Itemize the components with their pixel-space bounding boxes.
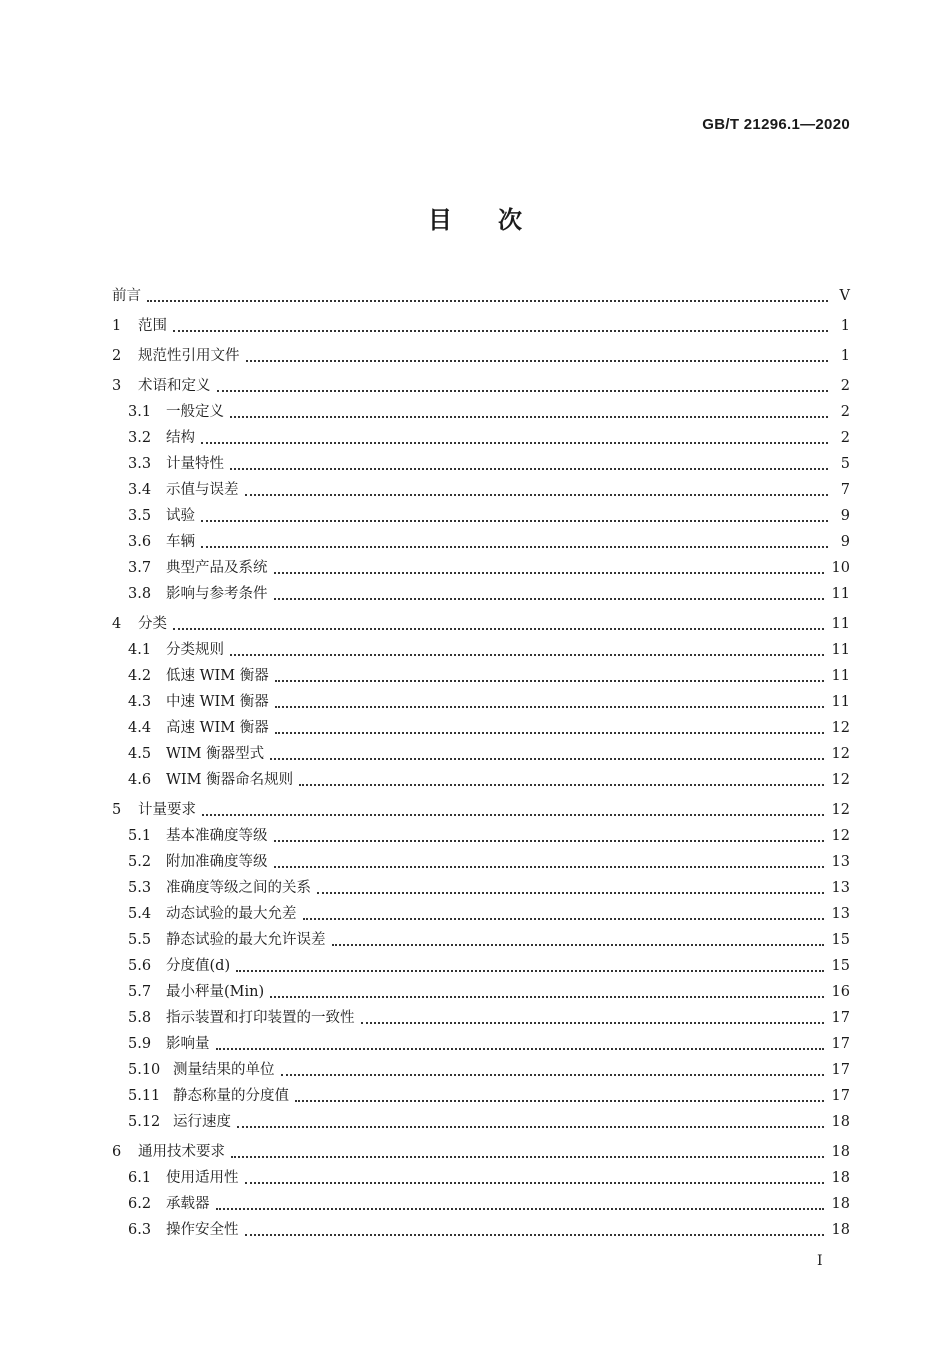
toc-entry-number: 3: [112, 377, 122, 394]
toc-entry-number: 5: [112, 801, 122, 818]
toc-entry-page: 12: [831, 801, 850, 818]
dot-leader: [295, 1085, 824, 1102]
dot-leader: [201, 505, 828, 522]
toc-entry-page: 11: [831, 585, 850, 602]
toc-entry-title: 一般定义: [166, 403, 224, 420]
toc-entry[interactable]: [112, 313, 850, 339]
toc-entry[interactable]: [112, 425, 850, 451]
toc-entry-number: 5.12: [128, 1113, 161, 1130]
toc-entry-title: WIM 衡器型式: [166, 745, 265, 762]
toc-entry-page: 15: [831, 957, 850, 974]
toc-entry-page: 13: [831, 905, 850, 922]
dot-leader: [317, 877, 824, 894]
toc-entry-title: 最小秤量(Min): [166, 983, 265, 1000]
toc-entry-page: 15: [831, 931, 850, 948]
toc-entry-page: 9: [840, 533, 850, 550]
toc-entry[interactable]: [112, 927, 850, 953]
toc-entry-title: 动态试验的最大允差: [166, 905, 297, 922]
toc-entry-page: 11: [831, 615, 850, 632]
toc-entry-number: 3.4: [128, 481, 152, 498]
dot-leader: [217, 375, 829, 392]
toc-entry-number: 3.7: [128, 559, 152, 576]
toc-entry-page: 5: [840, 455, 850, 472]
dot-leader: [275, 717, 824, 734]
toc-entry-page: 13: [831, 853, 850, 870]
dot-leader: [237, 1111, 824, 1128]
toc-entry-page: 18: [831, 1143, 850, 1160]
toc-entry-title: 车辆: [166, 533, 195, 550]
toc-entry-number: 5.10: [128, 1061, 161, 1078]
page-title: [0, 200, 950, 235]
toc-entry-title: 中速 WIM 衡器: [166, 693, 269, 710]
toc-entry-number: 5.3: [128, 879, 152, 896]
toc-entry-title: 测量结果的单位: [173, 1061, 275, 1078]
dot-leader: [274, 557, 824, 574]
table-of-contents: [112, 283, 850, 1243]
toc-entry-page: 9: [840, 507, 850, 524]
toc-entry-title: 计量要求: [138, 801, 196, 818]
dot-leader: [274, 851, 824, 868]
toc-entry-title: 运行速度: [173, 1113, 231, 1130]
toc-entry-page: 11: [831, 693, 850, 710]
toc-entry[interactable]: [112, 901, 850, 927]
toc-entry[interactable]: [112, 875, 850, 901]
toc-entry-number: 6.3: [128, 1221, 152, 1238]
dot-leader: [281, 1059, 824, 1076]
toc-entry[interactable]: [112, 1165, 850, 1191]
toc-entry-number: 4: [112, 615, 122, 632]
toc-entry[interactable]: [112, 767, 850, 793]
dot-leader: [230, 639, 824, 656]
toc-entry[interactable]: [112, 663, 850, 689]
dot-leader: [236, 955, 823, 972]
toc-entry-number: 1: [112, 317, 122, 334]
toc-entry[interactable]: [112, 1005, 850, 1031]
toc-entry-title: 范围: [138, 317, 167, 334]
toc-entry-title: 示值与误差: [166, 481, 239, 498]
dot-leader: [245, 1167, 824, 1184]
standard-code: GB/T 21296.1—2020: [702, 116, 850, 133]
toc-entry-number: 5.7: [128, 983, 152, 1000]
toc-entry-page: 11: [831, 667, 850, 684]
toc-entry[interactable]: [112, 1083, 850, 1109]
toc-entry-number: 5.11: [128, 1087, 161, 1104]
toc-entry-page: 16: [831, 983, 850, 1000]
dot-leader: [216, 1193, 824, 1210]
toc-entry-number: 4.1: [128, 641, 152, 658]
toc-entry-title: 附加准确度等级: [166, 853, 268, 870]
toc-entry-number: 6.1: [128, 1169, 152, 1186]
toc-entry-title: WIM 衡器命名规则: [166, 771, 294, 788]
toc-entry-title: 规范性引用文件: [138, 347, 240, 364]
toc-entry-title: 指示装置和打印装置的一致性: [166, 1009, 355, 1026]
toc-entry[interactable]: [112, 1191, 850, 1217]
toc-entry-number: 4.3: [128, 693, 152, 710]
toc-entry-number: 2: [112, 347, 122, 364]
toc-entry-page: 12: [831, 771, 850, 788]
toc-entry-page: 13: [831, 879, 850, 896]
toc-entry[interactable]: [112, 979, 850, 1005]
dot-leader: [332, 929, 824, 946]
dot-leader: [201, 531, 828, 548]
toc-entry[interactable]: [112, 555, 850, 581]
toc-entry-number: 5.6: [128, 957, 152, 974]
dot-leader: [270, 981, 823, 998]
dot-leader: [274, 825, 824, 842]
dot-leader: [216, 1033, 824, 1050]
toc-entry[interactable]: [112, 1109, 850, 1135]
toc-entry-number: 5.9: [128, 1035, 152, 1052]
toc-entry[interactable]: [112, 343, 850, 369]
toc-entry-title: 静态试验的最大允许误差: [166, 931, 326, 948]
toc-entry-page: 17: [831, 1061, 850, 1078]
toc-entry[interactable]: [112, 849, 850, 875]
toc-entry-number: 4.5: [128, 745, 152, 762]
toc-entry-title: 结构: [166, 429, 195, 446]
toc-entry-title: 高速 WIM 衡器: [166, 719, 269, 736]
toc-entry-page: 12: [831, 745, 850, 762]
dot-leader: [274, 583, 824, 600]
toc-entry-number: 4.4: [128, 719, 152, 736]
toc-entry[interactable]: [112, 797, 850, 823]
toc-entry-page: 7: [840, 481, 850, 498]
toc-entry-number: 6: [112, 1143, 122, 1160]
toc-entry-title: 计量特性: [166, 455, 224, 472]
toc-entry[interactable]: [112, 1057, 850, 1083]
toc-entry[interactable]: [112, 741, 850, 767]
toc-entry-title: 影响与参考条件: [166, 585, 268, 602]
toc-entry-title: 操作安全性: [166, 1221, 239, 1238]
toc-entry[interactable]: [112, 477, 850, 503]
toc-entry-number: 5.4: [128, 905, 152, 922]
toc-entry-number: 3.1: [128, 403, 152, 420]
toc-entry-page: 2: [840, 429, 850, 446]
toc-entry-title: 分类: [138, 615, 167, 632]
toc-entry-page: 2: [840, 377, 850, 394]
toc-entry[interactable]: [112, 689, 850, 715]
toc-entry-page: 12: [831, 827, 850, 844]
toc-entry[interactable]: [112, 823, 850, 849]
toc-entry-number: 5.8: [128, 1009, 152, 1026]
dot-leader: [245, 479, 829, 496]
dot-leader: [147, 285, 828, 302]
toc-entry-title: 基本准确度等级: [166, 827, 268, 844]
toc-entry-page: 18: [831, 1195, 850, 1212]
toc-entry-page: 10: [831, 559, 850, 576]
toc-entry-number: 5.5: [128, 931, 152, 948]
title-char-2: 次: [498, 206, 522, 234]
dot-leader: [303, 903, 824, 920]
toc-entry[interactable]: [112, 1031, 850, 1057]
toc-entry-page: 18: [831, 1113, 850, 1130]
toc-entry-title: 准确度等级之间的关系: [166, 879, 311, 896]
toc-entry-page: Ⅴ: [839, 287, 850, 304]
toc-entry[interactable]: [112, 637, 850, 663]
toc-entry-page: 17: [831, 1035, 850, 1052]
toc-entry-number: 3.3: [128, 455, 152, 472]
toc-entry[interactable]: [112, 283, 850, 309]
toc-entry-title: 典型产品及系统: [166, 559, 268, 576]
toc-entry[interactable]: [112, 503, 850, 529]
page-number: I: [817, 1253, 823, 1269]
dot-leader: [245, 1219, 824, 1236]
dot-leader: [270, 743, 823, 760]
toc-entry-page: 12: [831, 719, 850, 736]
toc-entry[interactable]: [112, 611, 850, 637]
title-char-1: 目: [428, 206, 452, 234]
toc-entry-title: 影响量: [166, 1035, 210, 1052]
dot-leader: [230, 401, 828, 418]
toc-entry-page: 17: [831, 1087, 850, 1104]
toc-entry[interactable]: [112, 373, 850, 399]
toc-entry[interactable]: [112, 1217, 850, 1243]
toc-entry-page: 18: [831, 1221, 850, 1238]
dot-leader: [275, 691, 824, 708]
toc-entry-page: 18: [831, 1169, 850, 1186]
toc-entry-number: 5.2: [128, 853, 152, 870]
dot-leader: [275, 665, 824, 682]
toc-entry-number: 4.6: [128, 771, 152, 788]
toc-entry-title: 使用适用性: [166, 1169, 239, 1186]
toc-entry[interactable]: [112, 451, 850, 477]
toc-entry[interactable]: [112, 529, 850, 555]
toc-entry-title: 前言: [112, 287, 141, 304]
dot-leader: [246, 345, 829, 362]
dot-leader: [230, 453, 828, 470]
toc-entry-number: 3.6: [128, 533, 152, 550]
toc-entry-number: 6.2: [128, 1195, 152, 1212]
dot-leader: [173, 613, 824, 630]
toc-entry-page: 1: [840, 347, 850, 364]
dot-leader: [202, 799, 824, 816]
toc-entry[interactable]: [112, 581, 850, 607]
toc-entry-page: 2: [840, 403, 850, 420]
toc-entry[interactable]: [112, 1139, 850, 1165]
toc-entry-title: 通用技术要求: [138, 1143, 225, 1160]
toc-entry-number: 3.2: [128, 429, 152, 446]
toc-entry[interactable]: [112, 715, 850, 741]
dot-leader: [231, 1141, 824, 1158]
toc-entry[interactable]: [112, 953, 850, 979]
dot-leader: [361, 1007, 824, 1024]
toc-entry-number: 3.8: [128, 585, 152, 602]
toc-entry-number: 5.1: [128, 827, 152, 844]
toc-entry-number: 3.5: [128, 507, 152, 524]
toc-entry-title: 分类规则: [166, 641, 224, 658]
toc-entry-number: 4.2: [128, 667, 152, 684]
toc-entry-title: 静态称量的分度值: [173, 1087, 289, 1104]
dot-leader: [173, 315, 828, 332]
toc-entry-page: 1: [840, 317, 850, 334]
dot-leader: [201, 427, 828, 444]
dot-leader: [299, 769, 823, 786]
toc-entry[interactable]: [112, 399, 850, 425]
toc-entry-title: 低速 WIM 衡器: [166, 667, 269, 684]
toc-entry-page: 11: [831, 641, 850, 658]
toc-entry-title: 试验: [166, 507, 195, 524]
toc-entry-page: 17: [831, 1009, 850, 1026]
toc-entry-title: 术语和定义: [138, 377, 211, 394]
toc-entry-title: 承载器: [166, 1195, 210, 1212]
toc-entry-title: 分度值(d): [166, 957, 231, 974]
